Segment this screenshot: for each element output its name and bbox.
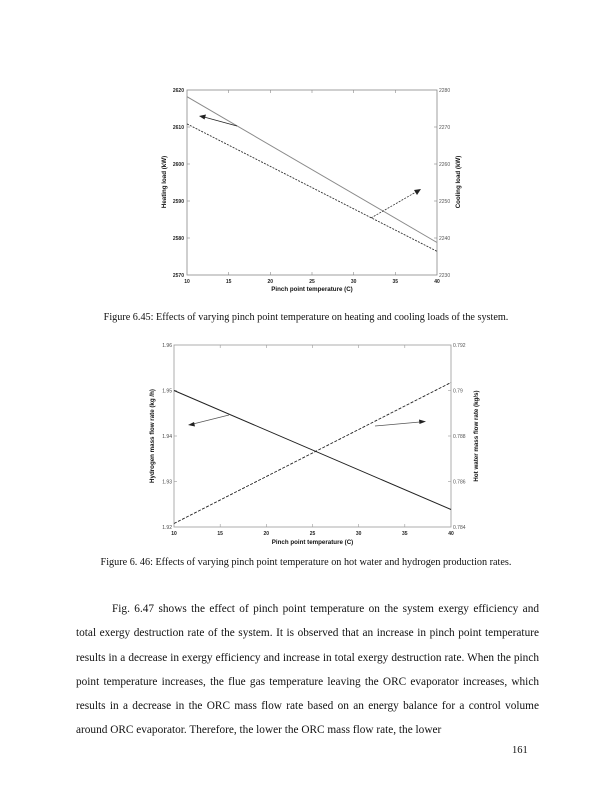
y-tick: 2570 bbox=[172, 273, 184, 279]
y-axis-label: Heating load (kW) bbox=[161, 155, 168, 209]
figure-6-46-caption: Figure 6. 46: Effects of varying pinch point temperature on hot water and hydrogen production rates. bbox=[100, 557, 512, 568]
x-tick: 15 bbox=[217, 531, 223, 537]
y-tick: 1.92 bbox=[162, 525, 172, 531]
body-paragraph bbox=[76, 597, 539, 743]
x-tick: 10 bbox=[171, 531, 177, 537]
x-tick: 35 bbox=[392, 279, 399, 285]
page-number: 161 bbox=[512, 745, 528, 756]
figure-6-46-chart bbox=[140, 338, 480, 550]
x-tick: 20 bbox=[263, 531, 270, 537]
y2-tick: 0.784 bbox=[453, 525, 466, 531]
plot-frame bbox=[174, 345, 451, 527]
y2-tick: 2270 bbox=[439, 125, 451, 131]
hot-water-flow-line bbox=[174, 383, 451, 524]
cooling-load-line bbox=[187, 124, 437, 251]
x-tick: 25 bbox=[309, 531, 316, 537]
y2-tick: 2280 bbox=[439, 88, 451, 94]
y-tick: 2590 bbox=[172, 199, 184, 205]
cooling-arrow-icon bbox=[371, 189, 421, 218]
y2-tick: 0.788 bbox=[453, 434, 466, 440]
x-tick: 30 bbox=[350, 279, 357, 285]
y2-tick: 2230 bbox=[439, 273, 451, 279]
y-tick: 2600 bbox=[172, 162, 184, 168]
y-tick: 1.93 bbox=[162, 479, 172, 486]
y2-axis-label: Hot water mass flow rate (kg/s) bbox=[473, 390, 480, 482]
x-tick: 40 bbox=[448, 531, 454, 537]
y2-tick: 2250 bbox=[439, 199, 451, 205]
x-tick: 20 bbox=[267, 279, 274, 285]
y2-tick: 2260 bbox=[439, 162, 451, 168]
y2-tick: 2240 bbox=[439, 236, 451, 242]
hydrogen-hotwater-flow-plot bbox=[140, 338, 480, 550]
y-tick: 2580 bbox=[172, 236, 184, 242]
heating-arrow-icon bbox=[199, 115, 237, 127]
y-tick: 1.94 bbox=[162, 434, 172, 440]
body-text: Fig. 6.47 shows the effect of pinch point temperature on the system exergy efficiency and total exergy destruction rate of the system. It is observed that an increase in pinch point temperature results in a decrease in exergy efficiency and increase in total exergy destruction rate. When the pinch point temperature increases, the flue gas temperature leaving the ORC evaporator increases, which results in a decrease in the ORC mass flow rate based on an energy balance for a control volume around ORC evaporator. Therefore, the lower the ORC mass flow rate, the lower bbox=[76, 603, 539, 737]
figure-6-45-caption: Figure 6.45: Effects of varying pinch point temperature on heating and cooling loads of the system. bbox=[103, 312, 509, 323]
y-tick: 2610 bbox=[172, 125, 184, 131]
y-tick: 1.95 bbox=[162, 388, 172, 395]
x-tick: 30 bbox=[355, 531, 362, 537]
y-axis-label: Hydrogen mass flow rate (kg /h) bbox=[149, 389, 156, 483]
y2-tick: 0.786 bbox=[453, 479, 466, 486]
heating-cooling-load-plot bbox=[140, 80, 480, 300]
heating-load-line bbox=[187, 97, 437, 243]
y-tick: 1.96 bbox=[162, 343, 172, 349]
x-tick: 25 bbox=[309, 279, 315, 285]
figure-6-45-chart bbox=[140, 80, 480, 300]
x-tick: 35 bbox=[402, 531, 408, 537]
x-tick: 40 bbox=[434, 279, 440, 285]
x-tick: 15 bbox=[225, 279, 232, 285]
plot-frame bbox=[187, 90, 437, 275]
hot-water-arrow-icon bbox=[375, 420, 426, 427]
y2-tick: 0.79 bbox=[453, 388, 463, 395]
y-tick: 2620 bbox=[172, 88, 184, 94]
x-tick: 10 bbox=[184, 279, 190, 285]
x-axis-label: Pinch point temperature (C) bbox=[271, 539, 354, 546]
y2-tick: 0.792 bbox=[453, 343, 466, 349]
hydrogen-flow-line bbox=[174, 391, 451, 510]
y2-axis-label: Cooling load (kW) bbox=[455, 155, 462, 209]
x-axis-label: Pinch point temperature (C) bbox=[271, 286, 353, 293]
hydrogen-arrow-icon bbox=[188, 415, 229, 427]
